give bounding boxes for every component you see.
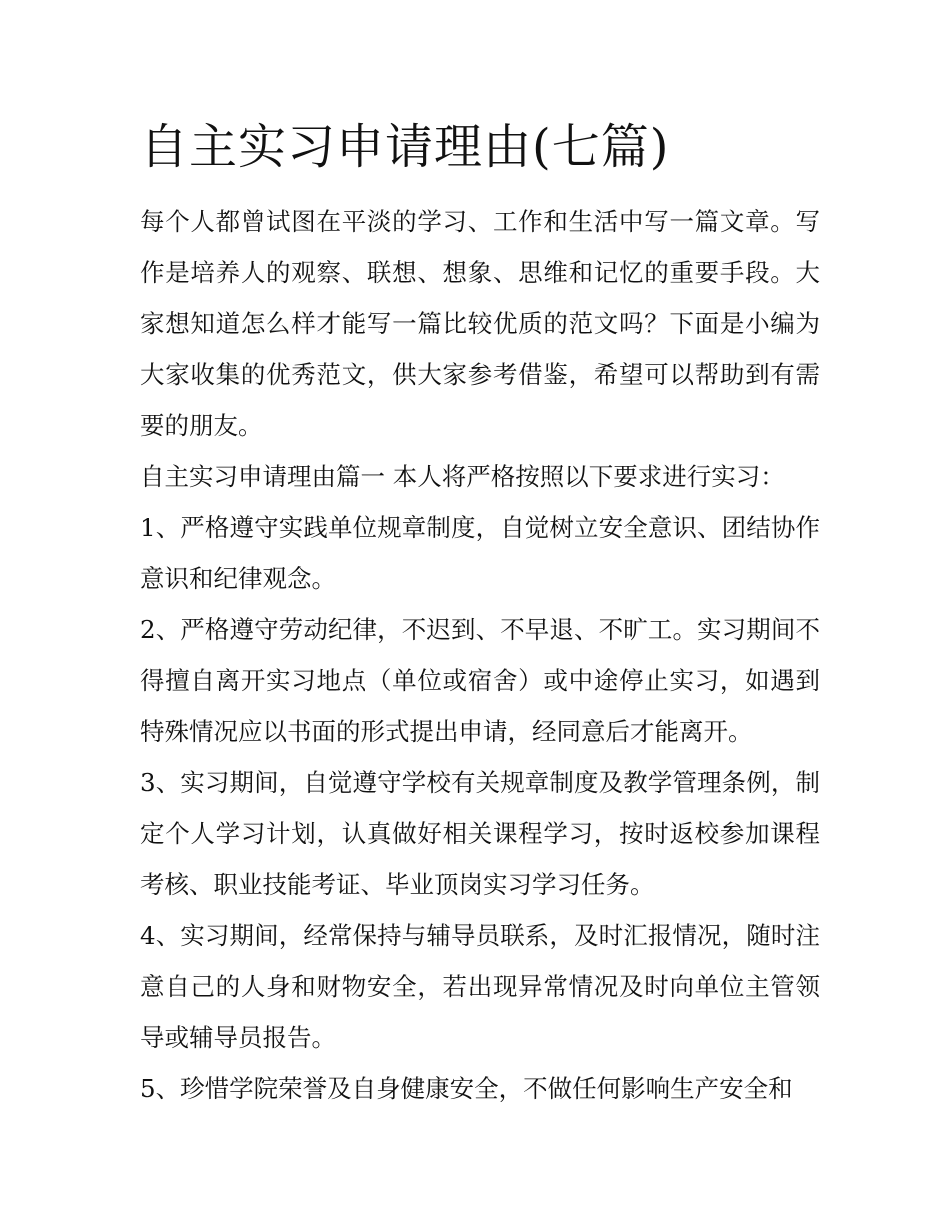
requirement-item-3: 3、实习期间，自觉遵守学校有关规章制度及教学管理条例，制定个人学习计划，认真做好相关课程学习，按时返校参加课程考核、职业技能考证、毕业顶岗实习学习任务。	[140, 768, 820, 899]
requirement-item-5: 5、珍惜学院荣誉及自身健康安全，不做任何影响生产安全和	[140, 1074, 793, 1103]
intro-paragraph: 每个人都曾试图在平淡的学习、工作和生活中写一篇文章。写作是培养人的观察、联想、想象、思维和记忆的重要手段。大家想知道怎么样才能写一篇比较优质的范文吗？下面是小编为大家收集的优秀范文，供大家参考借鉴，希望可以帮助到有需要的朋友。	[140, 207, 820, 440]
requirement-item-1: 1、严格遵守实践单位规章制度，自觉树立安全意识、团结协作意识和纪律观念。	[140, 513, 820, 593]
document-body	[140, 112, 820, 1114]
document-title: 自主实习申请理由(七篇)	[140, 119, 670, 175]
section-heading-paragraph: 自主实习申请理由篇一 本人将严格按照以下要求进行实习：	[140, 462, 785, 491]
requirement-item-4: 4、实习期间，经常保持与辅导员联系，及时汇报情况，随时注意自己的人身和财物安全，若出现异常情况及时向单位主管领导或辅导员报告。	[140, 921, 820, 1052]
requirement-item-2: 2、严格遵守劳动纪律，不迟到、不早退、不旷工。实习期间不得擅自离开实习地点（单位或宿舍）或中途停止实习，如遇到特殊情况应以书面的形式提出申请，经同意后才能离开。	[140, 615, 820, 746]
